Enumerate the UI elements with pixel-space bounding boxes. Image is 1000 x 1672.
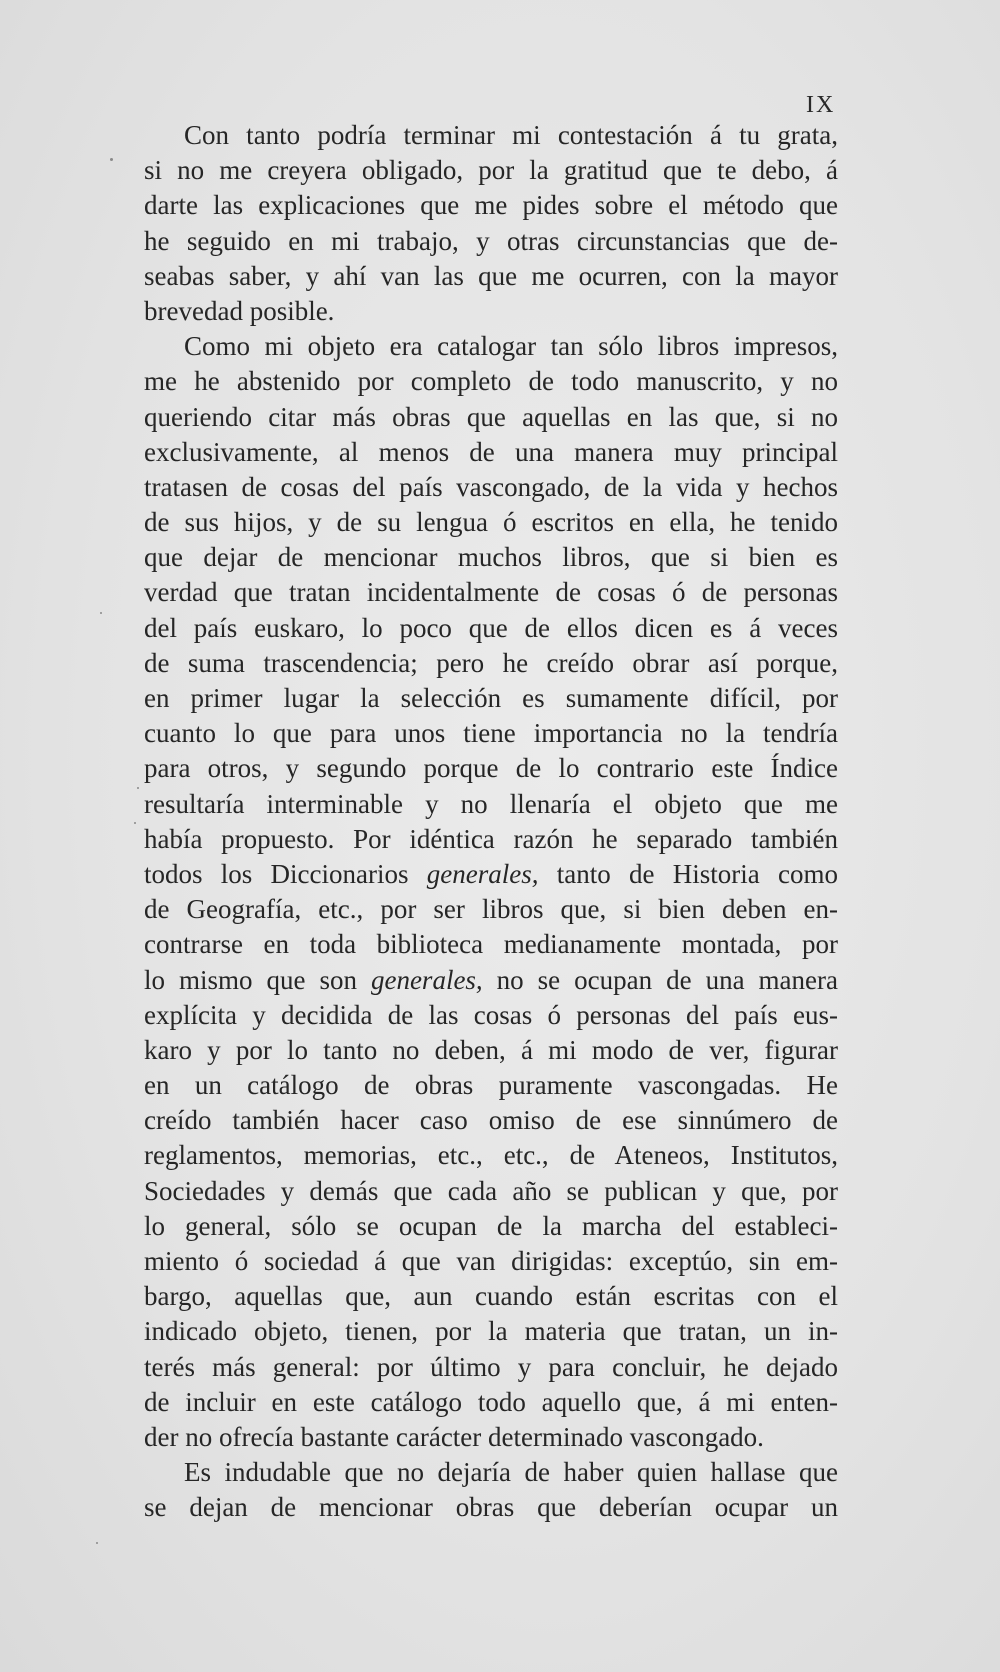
text-line xyxy=(144,1138,838,1173)
text-segment: seabas saber, y ahí van las que me ocurren, con la mayor xyxy=(144,260,838,291)
paper-speck xyxy=(96,1542,98,1544)
text-line xyxy=(144,505,838,540)
text-segment: verdad que tratan incidentalmente de cosas ó de personas xyxy=(144,577,838,608)
text-segment: brevedad posible. xyxy=(144,295,335,326)
text-line xyxy=(144,1350,838,1385)
paper-speck xyxy=(100,612,102,614)
text-segment: Sociedades y demás que cada año se publican y que, por xyxy=(144,1175,838,1206)
text-line xyxy=(144,224,838,259)
text-segment: se dejan de mencionar obras que deberían ocupar un xyxy=(144,1492,838,1523)
text-segment: explícita y decidida de las cosas ó personas del país eus- xyxy=(144,999,838,1030)
text-segment: había propuesto. Por idéntica razón he separado también xyxy=(144,823,838,854)
text-line xyxy=(144,787,838,822)
text-line xyxy=(144,259,838,294)
text-segment: bargo, aquellas que, aun cuando están escritas con el xyxy=(144,1281,838,1312)
text-segment: de Geografía, etc., por ser libros que, si bien deben en- xyxy=(144,894,838,925)
text-segment: resultaría interminable y no llenaría el objeto que me xyxy=(144,788,838,819)
paper-speck xyxy=(137,787,139,789)
text-line xyxy=(144,329,838,364)
page-number: IX xyxy=(806,92,836,118)
text-line xyxy=(144,435,838,470)
text-segment: reglamentos, memorias, etc., etc., de Ateneos, Institutos, xyxy=(144,1140,838,1171)
text-segment: der no ofrecía bastante carácter determinado vascongado. xyxy=(144,1421,764,1452)
text-line xyxy=(144,575,838,610)
text-segment: creído también hacer caso omiso de ese sinnúmero de xyxy=(144,1105,838,1136)
text-segment: cuanto lo que para unos tiene importancia no la tendría xyxy=(144,718,838,749)
text-segment: lo general, sólo se ocupan de la marcha del estableci- xyxy=(144,1210,838,1241)
text-segment: en primer lugar la selección es sumamente difícil, por xyxy=(144,683,838,713)
text-line xyxy=(144,1385,838,1420)
text-segment: si no me creyera obligado, por la gratitud que te debo, á xyxy=(144,155,838,186)
text-segment: queriendo citar más obras que aquellas en las que, si no xyxy=(144,401,838,432)
text-segment: exclusivamente, al menos de una manera muy principal xyxy=(144,436,838,467)
text-segment: karo y por lo tanto no deben, á mi modo de ver, figurar xyxy=(144,1034,838,1065)
text-line xyxy=(144,716,838,751)
text-line xyxy=(144,822,838,857)
text-segment: he seguido en mi trabajo, y otras circunstancias que de- xyxy=(144,225,838,256)
text-line xyxy=(144,1103,838,1138)
text-line xyxy=(144,611,838,646)
text-segment: Como mi objeto era catalogar tan sólo libros impresos, xyxy=(184,331,838,362)
text-line xyxy=(144,1209,838,1244)
text-segment: de sus hijos, y de su lengua ó escritos en ella, he tenido xyxy=(144,507,838,538)
text-line xyxy=(144,400,838,435)
text-segment: darte las explicaciones que me pides sobre el método que xyxy=(144,190,838,221)
paper-speck xyxy=(134,822,136,824)
text-line xyxy=(144,892,838,927)
text-segment: contrarse en toda biblioteca medianamente montada, por xyxy=(144,929,838,960)
text-line xyxy=(144,927,838,962)
text-segment: que dejar de mencionar muchos libros, que si bien es xyxy=(144,542,838,573)
text-segment: indicado objeto, tienen, por la materia que tratan, un in- xyxy=(144,1316,838,1347)
body-text xyxy=(144,118,838,1526)
text-segment: de suma trascendencia; pero he creído obrar así porque, xyxy=(144,647,838,678)
text-segment: Con tanto podría terminar mi contestación á tu grata, xyxy=(184,120,838,150)
text-line xyxy=(144,1490,838,1525)
text-line xyxy=(144,470,838,505)
text-segment: no se ocupan de una manera xyxy=(482,964,838,995)
text-line xyxy=(144,751,838,786)
text-segment: tanto de Historia como xyxy=(538,858,838,889)
text-line xyxy=(144,1314,838,1349)
text-segment: de incluir en este catálogo todo aquello que, á mi enten- xyxy=(144,1386,838,1417)
text-line xyxy=(144,153,838,188)
text-segment: lo mismo que son xyxy=(144,964,371,995)
text-line xyxy=(144,1279,838,1314)
text-line xyxy=(144,1420,838,1455)
text-segment: en un catálogo de obras puramente vascongadas. He xyxy=(144,1070,838,1101)
text-segment: me he abstenido por completo de todo manuscrito, y no xyxy=(144,366,838,397)
italic-term: generales, xyxy=(370,964,483,995)
text-segment: Es indudable que no dejaría de haber quien hallase que xyxy=(184,1457,838,1488)
text-segment: del país euskaro, lo poco que de ellos dicen es á veces xyxy=(144,612,838,643)
text-line xyxy=(144,1244,838,1279)
text-line xyxy=(144,857,838,892)
text-line xyxy=(144,1033,838,1068)
text-line xyxy=(144,294,838,329)
text-segment: miento ó sociedad á que van dirigidas: exceptúo, sin em- xyxy=(144,1246,838,1276)
text-line xyxy=(144,188,838,223)
text-segment: tratasen de cosas del país vascongado, de la vida y hechos xyxy=(144,471,838,502)
text-line xyxy=(144,1068,838,1103)
text-line xyxy=(144,540,838,575)
italic-term: generales, xyxy=(426,858,539,889)
text-line xyxy=(144,646,838,681)
text-segment: para otros, y segundo porque de lo contrario este Índice xyxy=(144,753,838,784)
text-line xyxy=(144,118,838,153)
text-line xyxy=(144,1455,838,1490)
text-line xyxy=(144,963,838,998)
text-segment: terés más general: por último y para concluir, he dejado xyxy=(144,1351,838,1382)
text-segment: todos los Diccionarios xyxy=(144,858,427,889)
text-line xyxy=(144,1174,838,1209)
text-line xyxy=(144,998,838,1033)
text-line xyxy=(144,681,838,716)
text-line xyxy=(144,364,838,399)
paper-speck xyxy=(110,158,113,161)
